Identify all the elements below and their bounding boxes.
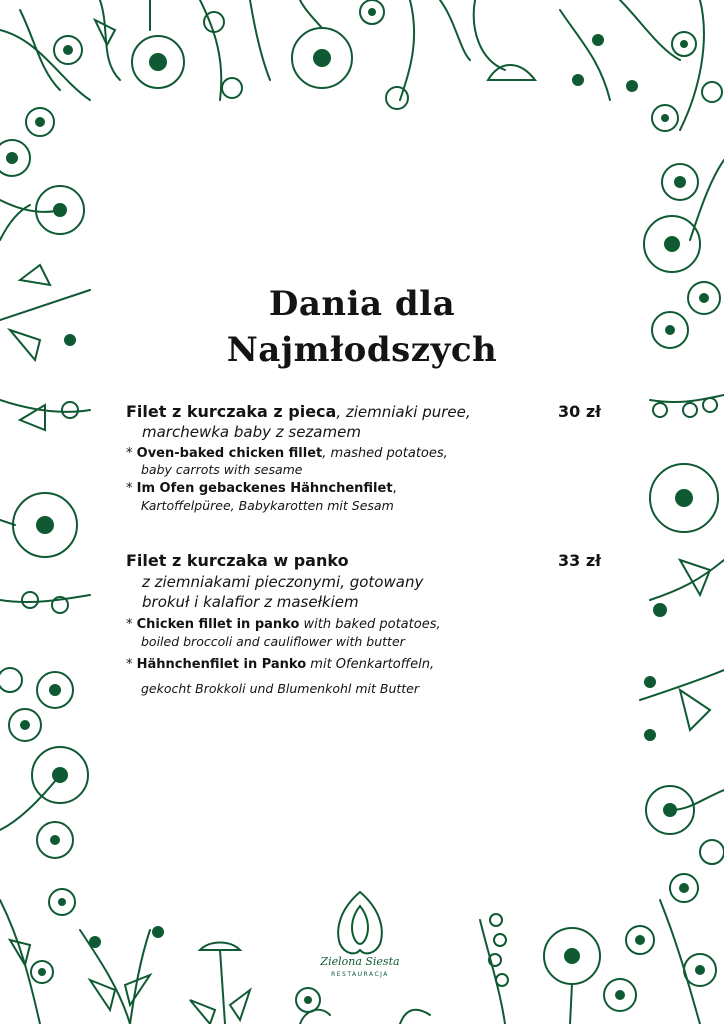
flowers-right — [640, 160, 724, 864]
dish-2-en-rest: with baked potatoes, — [299, 617, 441, 632]
dish-1-en-bold: Oven-baked chicken fillet — [136, 446, 323, 461]
dish-2-price: 33 zł — [558, 551, 602, 570]
dish-2-pl-line1: z ziemniakami pieczonymi, gotowany — [142, 573, 424, 591]
menu-title-line2: Najmłodszych — [226, 330, 498, 370]
dish-1-name-suffix: , ziemniaki puree, — [336, 403, 471, 421]
dish-1-en-line2: baby carrots with sesame — [141, 462, 303, 477]
dish-2-pl-line2: brokuł i kalafior z masełkiem — [142, 593, 359, 611]
dish-1-de-rest: , — [392, 481, 397, 496]
flowers-top — [0, 0, 722, 136]
bullet: * — [126, 617, 133, 632]
dish-1-pl-line2: marchewka baby z sezamem — [142, 423, 361, 441]
dish-2-de-line2: gekocht Brokkoli und Blumenkohl mit Butter — [141, 681, 420, 696]
logo-subtitle: RESTAURACJA — [331, 971, 389, 978]
logo-name: Zielona Siesta — [320, 955, 400, 968]
dish-1-name: Filet z kurczaka z pieca — [126, 402, 337, 421]
dish-1-de-row — [126, 481, 397, 496]
dish-2-en-line2: boiled broccoli and cauliflower with butter — [141, 634, 405, 649]
dish-1-en-rest: , mashed potatoes, — [322, 446, 448, 461]
dish-2-name: Filet z kurczaka w panko — [126, 551, 349, 570]
dish-2-de-rest: mit Ofenkartoffeln, — [306, 657, 435, 672]
bullet: * — [126, 446, 133, 461]
dish-2-de-row — [126, 657, 434, 672]
menu-title-line1: Dania dla — [268, 284, 456, 324]
bullet: * — [126, 657, 133, 672]
dish-1-de-bold: Im Ofen gebackenes Hähnchenfilet — [136, 481, 393, 496]
dish-2-en-row — [126, 617, 441, 632]
dish-1-de-line2: Kartoffelpüree, Babykarotten mit Sesam — [141, 498, 394, 513]
dish-1-price: 30 zł — [558, 402, 602, 421]
dish-1-en-row — [126, 446, 448, 461]
dish-2-en-bold: Chicken fillet in panko — [136, 617, 300, 632]
dish-1-name-row — [126, 402, 471, 421]
dish-2-de-bold: Hähnchenfilet in Panko — [136, 657, 307, 672]
restaurant-logo-icon — [300, 884, 420, 984]
bullet: * — [126, 481, 133, 496]
flowers-left — [0, 140, 90, 858]
